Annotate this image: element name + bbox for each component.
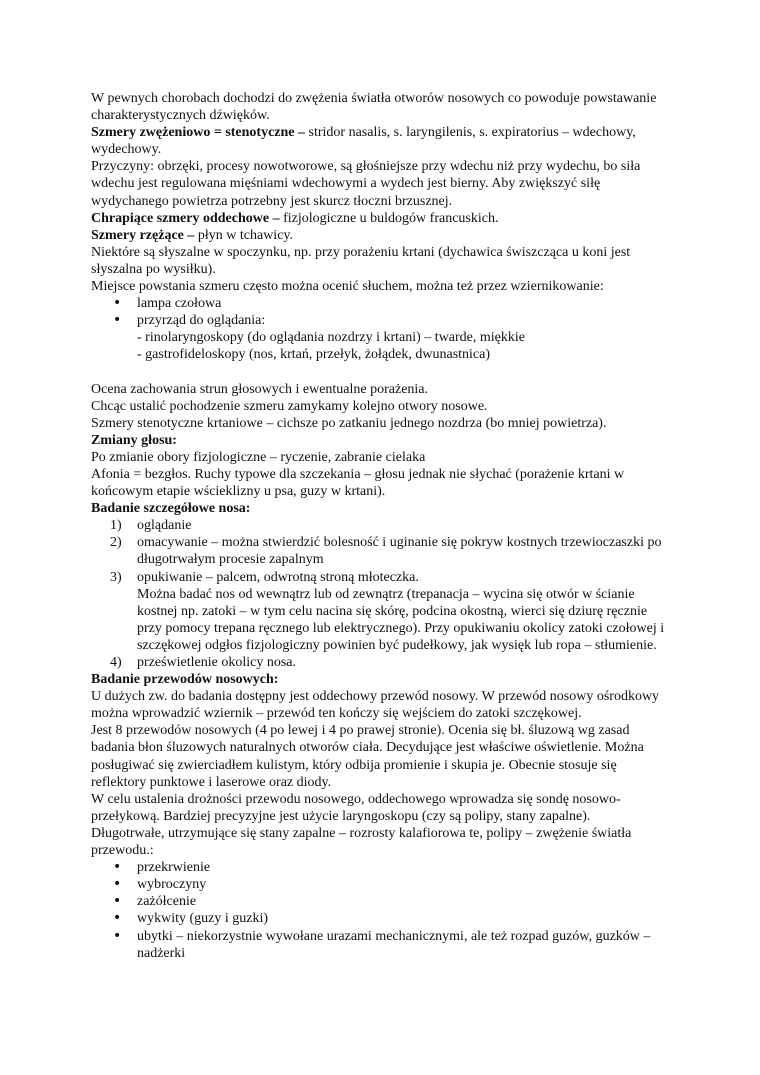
paragraph: Szmery stenotyczne krtaniowe – cichsze po zatkaniu jednego nozdrza (bo mniej powietrza). (91, 415, 607, 431)
paragraph: Niektóre są słyszalne w spoczynku, np. przy porażeniu krtani (dychawica świszcząca u koni jest słyszalna po wysiłku). (91, 244, 631, 277)
item-text: prześwietlenie okolicy nosa. (137, 655, 297, 670)
list-item: • zażółcenie (91, 893, 671, 910)
item-number: 2) (110, 535, 122, 551)
list-item (91, 312, 671, 363)
bullet-list (91, 859, 671, 962)
paragraph: Długotrwałe, utrzymujące się stany zapalne – rozrosty kalafiorowa te, polipy – zwężenie światła przewodu.: (91, 825, 632, 859)
paragraph (91, 227, 671, 244)
list-item (91, 654, 671, 671)
item-continuation: Można badać nos od wewnątrz lub od zewnątrz (trepanacja – wycina się otwór w ścianie kostnej np. zatoki – w tym celu nacina się skórę, podcina okostną, wierci się dziurę ręcznie przy pomocy trepana ręcznego lub elektrycznego). Przy opukiwaniu okolicy zatoki czołowej i szczękowej odgłos fizjologiczny powinien być pudełkowy, jak wysięk lub ropa – stłumienie. (137, 586, 665, 653)
bullet-list (91, 295, 671, 363)
list-item-text: • przyrząd do oglądania: (137, 313, 266, 329)
blank-line (91, 364, 671, 381)
paragraph (91, 210, 671, 227)
section-heading: Zmiany głosu: (91, 432, 177, 448)
section-heading: Badanie szczegółowe nosa: (91, 501, 251, 517)
bold-term: Szmery rzężące – (91, 227, 195, 243)
item-text: oglądanie (137, 518, 192, 534)
item-text: opukiwanie – palcem, odwrotną stroną młoteczka. (137, 569, 419, 585)
paragraph-text: stridor nasalis, s. laryngilenis, s. expiratorius – wdechowy, wydechowy. (91, 125, 636, 158)
list-item (91, 569, 671, 654)
paragraph: Przyczyny: obrzęki, procesy nowotworowe, są głośniejsze przy wdechu niż przy wydechu, bo siła wdechu jest regulowana mięśniami wdechowymi a wydech jest bierny. Aby zwiększyć siłę wydychanego powietrza potrzebny jest skurcz tłoczni brzusznej. (91, 159, 641, 209)
list-item (91, 534, 671, 568)
paragraph: U dużych zw. do badania dostępny jest oddechowy przewód nosowy. W przewód nosowy ośrodkowy można wprowadzić wziernik – przewód ten kończy się wejściem do zatoki szczękowej. (91, 689, 660, 722)
paragraph: Afonia = bezgłos. Ruchy typowe dla szczekania – głosu jednak nie słychać (porażenie krtani w końcowym etapie wścieklizny u psa, guzy w krtani). (91, 466, 625, 500)
bold-term: Chrapiące szmery oddechowe – (91, 210, 280, 226)
paragraph: W pewnych chorobach dochodzi do zwężenia światła otworów nosowych co powoduje powstawanie charakterystycznych dźwięków. (91, 91, 657, 124)
list-item (91, 517, 671, 534)
list-item: • lampa czołowa (91, 295, 671, 312)
sub-item: - rinolaryngoskopy (do oglądania nozdrzy i krtani) – twarde, miękkie (137, 330, 525, 346)
numbered-list (91, 517, 671, 671)
paragraph: Jest 8 przewodów nosowych (4 po lewej i 4 po prawej stronie). Ocenia się bł. śluzową wg zasad badania błon śluzowych naturalnych otworów ciała. Decydujące jest właściwe oświetlenie. Można posługiwać się zwierciadłem kulistym, który odbija promienie i skupia je. Obecnie stosuje się reflektory punktowe i laserowe oraz diody. (91, 723, 644, 790)
bold-term: Szmery zwężeniowo = stenotyczne – (91, 125, 306, 141)
list-item: • wykwity (guzy i guzki) (91, 910, 671, 927)
document-page (91, 90, 671, 962)
item-number: 3) (110, 569, 122, 585)
paragraph (91, 124, 671, 158)
paragraph: W celu ustalenia drożności przewodu nosowego, oddechowego wprowadza się sondę nosowo-przełykową. Bardziej precyzyjne jest użycie laryngoskopu (czy są polipy, stany zapalne). (91, 791, 621, 824)
item-number: 4) (110, 655, 122, 670)
list-item: • przekrwienie (91, 859, 671, 876)
paragraph: Miejsce powstania szmeru często można ocenić słuchem, można też przez wziernikowanie: (91, 279, 604, 295)
section-heading: Badanie przewodów nosowych: (91, 672, 279, 688)
sub-item: - gastrofideloskopy (nos, krtań, przełyk, żołądek, dwunastnica) (137, 347, 491, 363)
list-item: • ubytki – niekorzystnie wywołane urazami mechanicznymi, ale też rozpad guzów, guzków – nadżerki (91, 928, 671, 962)
paragraph-text: fizjologiczne u buldogów francuskich. (279, 210, 499, 226)
paragraph: Po zmianie obory fizjologiczne – ryczenie, zabranie cielaka (91, 449, 426, 465)
paragraph: Chcąc ustalić pochodzenie szmeru zamykamy kolejno otwory nosowe. (91, 398, 488, 414)
paragraph-text: płyn w tchawicy. (194, 227, 293, 243)
item-text: omacywanie – można stwierdzić bolesność i uginanie się pokryw kostnych trzewioczaszki po długotrwałym procesie zapalnym (137, 535, 662, 568)
paragraph: Ocena zachowania strun głosowych i ewentualne porażenia. (91, 381, 429, 397)
list-item: • wybroczyny (91, 876, 671, 893)
item-number: 1) (110, 518, 122, 534)
